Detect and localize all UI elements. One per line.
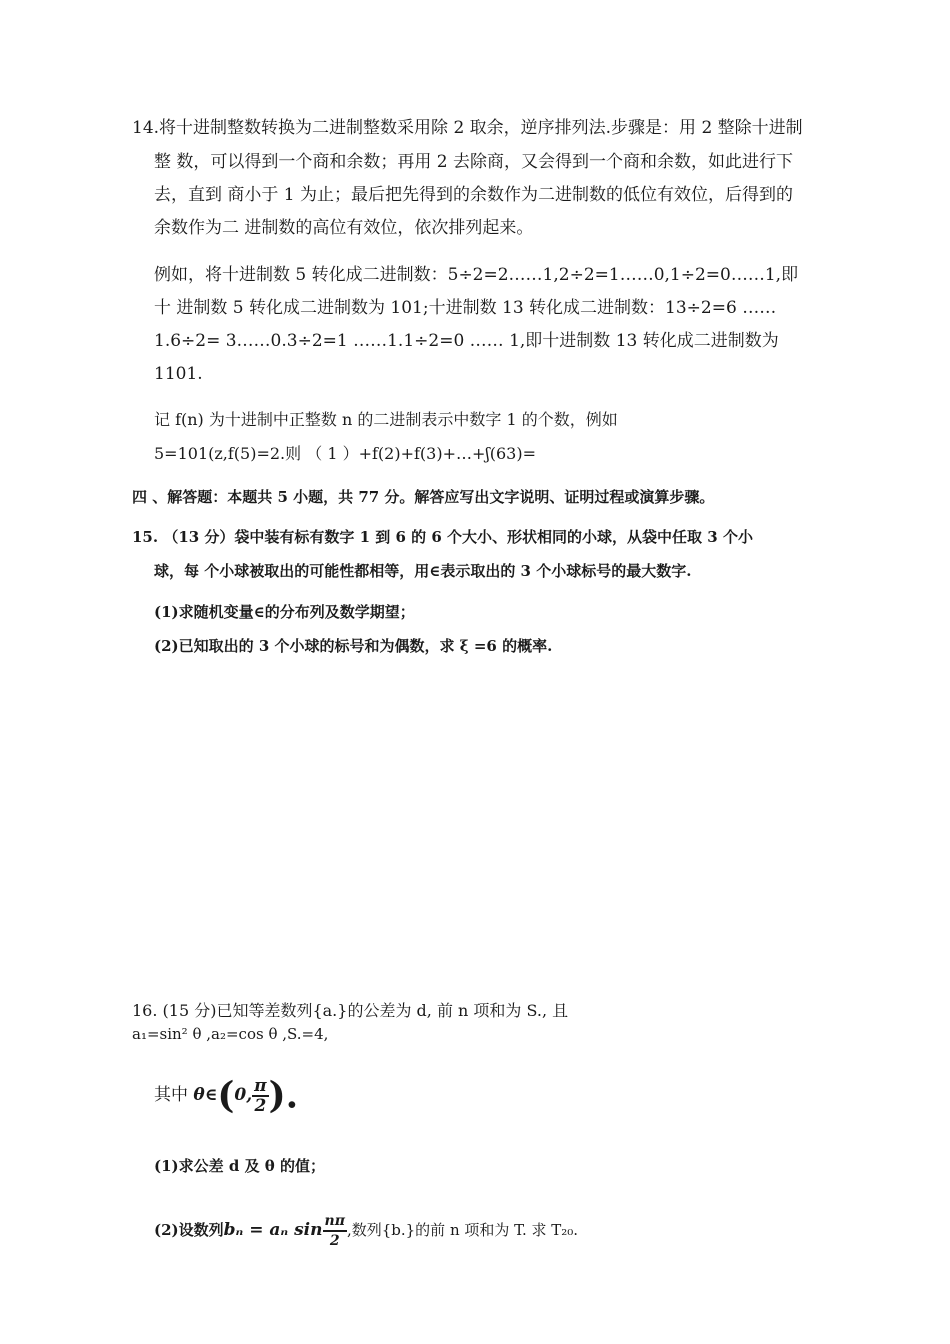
q16-part-2-suffix: ,数列{b.}的前 n 项和为 T. 求 T₂₀. [346,1221,579,1239]
q16-two: 2 [254,1095,267,1116]
q16-theta-in: θ∈ [193,1085,218,1105]
q15-part-2: (2)已知取出的 3 个小球的标号和为偶数，求 ξ =6 的概率. [154,637,553,655]
q16-part-2-prefix: (2)设数列 [154,1221,224,1239]
q16-part-2 [154,1208,578,1252]
section-4-header: 四 、解答题：本题共 5 小题，共 77 分。解答应写出文字说明、证明过程或演算步骤。 [132,488,715,506]
q16-where-clause [154,1070,298,1120]
q15-line-2: 球，每 个小球被取出的可能性都相等，用∈表示取出的 3 个小球标号的最大数字. [154,562,692,580]
q14-line-8: 1101. [154,364,203,384]
q14-line-2: 整 数，可以得到一个商和余数；再用 2 去除商，又会得到一个商和余数，如此进行下 [154,152,794,172]
q16-open-paren: ( [217,1074,235,1117]
q16-close-paren: ). [268,1074,299,1117]
q16-zero: 0, [234,1085,253,1105]
q14-line-5: 例如，将十进制数 5 转化成二进制数：5÷2=2……1,2÷2=1……0,1÷2=0……1,即 [154,265,799,285]
q14-line-3: 去，直到 商小于 1 为止；最后把先得到的余数作为二进制数的低位有效位，后得到的 [154,185,794,205]
q16-where-prefix: 其中 [154,1085,188,1105]
q16-part-1: (1)求公差 d 及 θ 的值； [154,1157,326,1175]
q14-line-6: 十 进制数 5 转化成二进制数为 101;十进制数 13 转化成二进制数：13÷2=6 …… [154,298,777,318]
q14-line-9: 记 f(n) 为十进制中正整数 n 的二进制表示中数字 1 的个数，例如 [154,410,618,429]
q16-den-2: 2 [329,1233,340,1249]
q16-n-pi-over-2 [323,1212,347,1250]
q16-line-1: 16. (15 分)已知等差数列{a.}的公差为 d, 前 n 项和为 S., 且 [132,1001,569,1020]
q16-pi-over-2 [252,1077,268,1115]
q16-n-pi: nπ [323,1212,347,1232]
q15-line-1: 15. （13 分）袋中装有标有数字 1 到 6 的 6 个大小、形状相同的小球，从袋中任取 3 个小 [132,528,753,546]
q15-part-1: (1)求随机变量∈的分布列及数学期望； [154,603,415,621]
q14-line-4: 余数作为二 进制数的高位有效位，依次排列起来。 [154,218,534,238]
q16-bn-formula: bₙ = aₙ sin [223,1220,323,1240]
q16-line-2: a₁=sin² θ ,a₂=cos θ ,S.=4, [132,1025,329,1043]
q16-pi: π [254,1075,267,1096]
q14-line-1: 14.将十进制整数转换为二进制整数采用除 2 取余，逆序排列法.步骤是：用 2 整除十进制 [132,118,803,138]
q14-line-10: 5=101(z,f(5)=2.则 （ 1 ）+f(2)+f(3)+…+ʃ(63)= [154,444,536,463]
q14-line-7: 1.6÷2= 3……0.3÷2=1 ……1.1÷2=0 …… 1,即十进制数 13 转化成二进制数为 [154,331,779,351]
